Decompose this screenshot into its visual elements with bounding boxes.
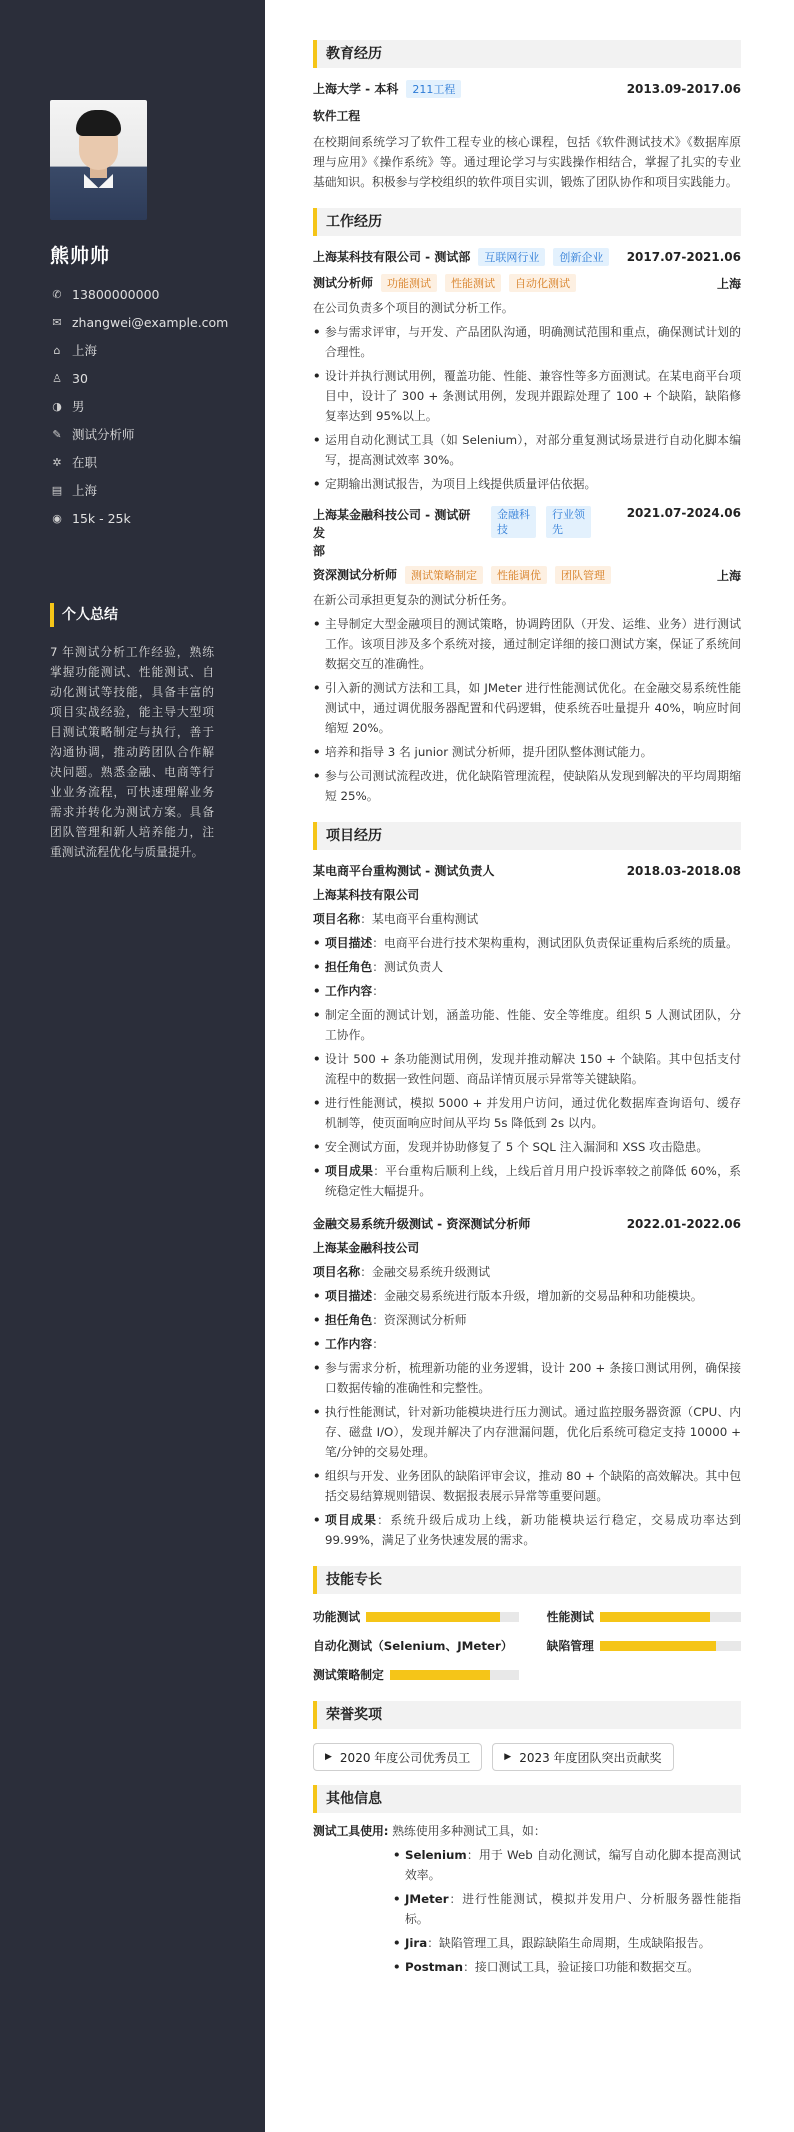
main-content — [313, 40, 741, 1977]
list-item: • 担任角色：资深测试分析师 — [313, 1310, 741, 1330]
work-section-title: 工作经历 — [313, 208, 741, 236]
project-period: 2022.01-2022.06 — [626, 1216, 741, 1231]
info-phone — [50, 280, 228, 308]
list-item: • 工作内容： — [313, 1334, 741, 1354]
job-points — [313, 322, 741, 494]
tool-desc: 接口测试工具，验证接口功能和数据交互。 — [474, 1960, 700, 1974]
gender-icon: ◑ — [52, 399, 62, 413]
project-heading: 某电商平台重构测试 - 测试负责人 — [313, 864, 495, 878]
project-company: 上海某科技有限公司 — [313, 888, 420, 902]
field-label: 项目名称 — [313, 1265, 361, 1279]
company-name-line: 上海某金融科技公司 - 测试研发 — [313, 508, 471, 540]
project-period: 2018.03-2018.08 — [626, 863, 741, 878]
list-item: • 项目成果：系统升级后成功上线，新功能模块运行稳定，交易成功率达到 99.99%，满足了业务快速发展的需求。 — [313, 1510, 741, 1550]
education-desc: 在校期间系统学习了软件工程专业的核心课程，包括《软件测试技术》《数据库原理与应用》《操作系统》等。通过理论学习与实践操作相结合，掌握了扎实的专业基础知识。积极参与学校组织的软件项目实训，锻炼了团队协作和项目实践能力。 — [313, 135, 741, 189]
list-item: • 参与需求分析，梳理新功能的业务逻辑，设计 200 + 条接口测试用例，确保接口数据传输的准确性和完整性。 — [313, 1358, 741, 1398]
award-text: 2020 年度公司优秀员工 — [339, 1750, 471, 1765]
list-item: • Selenium：用于 Web 自动化测试，编写自动化脚本提高测试效率。 — [393, 1845, 741, 1885]
list-item: • Jira：缺陷管理工具，跟踪缺陷生命周期，生成缺陷报告。 — [393, 1933, 741, 1953]
project-role: 测试负责人 — [384, 960, 444, 974]
job-role-row — [313, 566, 741, 584]
project-header — [313, 1215, 741, 1232]
info-status — [50, 448, 228, 476]
city-icon: ▤ — [51, 483, 63, 497]
field-label: 工作内容 — [325, 1337, 373, 1351]
info-city — [50, 476, 228, 504]
education-section-title: 教育经历 — [313, 40, 741, 68]
company-name: 上海某科技有限公司 - 测试部 — [313, 250, 471, 264]
list-item: • 安全测试方面，发现并协助修复了 5 个 SQL 注入漏洞和 XSS 攻击隐患。 — [313, 1137, 741, 1157]
list-item: • 主导制定大型金融项目的测试策略，协调跨团队（开发、运维、业务）进行测试工作。该项目涉及多个系统对接，通过制定详细的接口测试方案，保证了系统间数据交互的准确性。 — [313, 614, 741, 674]
school-name: 上海大学 - 本科 — [313, 82, 399, 96]
skill-bar — [600, 1612, 741, 1622]
avatar — [50, 100, 147, 220]
field-label: 项目名称 — [313, 912, 361, 926]
project-header — [313, 862, 741, 879]
info-email[interactable] — [50, 308, 228, 336]
company-type-tag: 创新企业 — [553, 248, 609, 266]
info-location — [50, 336, 228, 364]
job-role-row — [313, 274, 741, 292]
industry-tag — [491, 506, 536, 538]
job-role: 测试分析师 — [313, 276, 374, 290]
list-item: • 设计并执行测试用例，覆盖功能、性能、兼容性等多方面测试。在某电商平台项目中，设计了 300 + 条测试用例，发现并跟踪处理了 100 + 个缺陷，缺陷修复率达到 95%以上。 — [313, 366, 741, 426]
info-text: 30 — [72, 370, 88, 386]
job-period: 2017.07-2021.06 — [626, 250, 741, 264]
project-details — [313, 1286, 741, 1550]
mail-icon: ✉ — [52, 315, 62, 329]
skill-item — [313, 1608, 519, 1625]
list-item: • 参与公司测试流程改进，优化缺陷管理流程，使缺陷从发现到解决的平均周期缩短 25%。 — [313, 766, 741, 806]
job-header — [313, 506, 741, 560]
project-name: 金融交易系统升级测试 — [372, 1265, 490, 1279]
tag-line: 技 — [497, 523, 508, 536]
role-tag: 性能测试 — [445, 274, 501, 292]
list-item: • 项目描述：电商平台进行技术架构重构，测试团队负责保证重构后系统的质量。 — [313, 933, 741, 953]
other-section-title: 其他信息 — [313, 1785, 741, 1813]
contact-info-list — [50, 280, 228, 532]
candidate-name: 熊帅帅 — [50, 245, 111, 267]
tag-line: 行业领 — [552, 508, 585, 521]
honors-section-title: 荣誉奖项 — [313, 1701, 741, 1729]
info-salary — [50, 504, 228, 532]
field-label: 担任角色 — [325, 1313, 373, 1327]
skill-bar — [390, 1670, 519, 1680]
phone-icon: ✆ — [52, 287, 62, 301]
field-label: 项目描述 — [325, 1289, 373, 1303]
project-desc: 电商平台进行技术架构重构，测试团队负责保证重构后系统的质量。 — [384, 936, 738, 950]
list-item: • 担任角色：测试负责人 — [313, 957, 741, 977]
salary-icon: ◉ — [52, 511, 62, 525]
list-item: • 制定全面的测试计划，涵盖功能、性能、安全等维度。组织 5 人测试团队，分工协作。 — [313, 1005, 741, 1045]
school-tag: 211工程 — [406, 80, 461, 98]
skill-bar-fill — [366, 1612, 500, 1622]
skills-section-title: 技能专长 — [313, 1566, 741, 1594]
tools-intro: 熟练使用多种测试工具，如： — [392, 1824, 546, 1838]
project-role: 资深测试分析师 — [384, 1313, 467, 1327]
age-icon: ♙ — [52, 371, 62, 385]
list-item: • 项目成果：平台重构后顺利上线，上线后首月用户投诉率较之前降低 60%，系统稳定性大幅提升。 — [313, 1161, 741, 1201]
info-text: 上海 — [72, 343, 98, 358]
project-result: 平台重构后顺利上线，上线后首月用户投诉率较之前降低 60%，系统稳定性大幅提升。 — [325, 1164, 741, 1198]
skill-item — [313, 1637, 519, 1654]
company-type-tag — [546, 506, 591, 538]
tools-intro-line — [313, 1821, 741, 1841]
tool-desc: 进行性能测试，模拟并发用户、分析服务器性能指标。 — [405, 1892, 741, 1926]
list-item: • 组织与开发、业务团队的缺陷评审会议，推动 80 + 个缺陷的高效解决。其中包括交易结算规则错误、数据报表展示异常等重要问题。 — [313, 1466, 741, 1506]
industry-tag: 互联网行业 — [478, 248, 545, 266]
status-icon: ✲ — [52, 455, 62, 469]
job-period: 2021.07-2024.06 — [626, 506, 741, 520]
skill-bar-fill — [390, 1670, 490, 1680]
role-tag: 功能测试 — [381, 274, 437, 292]
info-text: 男 — [72, 399, 85, 414]
awards-list — [313, 1743, 741, 1771]
education-period: 2013.09-2017.06 — [626, 82, 741, 96]
skill-bar — [600, 1641, 741, 1651]
award-text: 2023 年度团队突出贡献奖 — [519, 1750, 662, 1765]
info-text: 测试分析师 — [72, 427, 135, 442]
project-name-line: 项目名称：金融交易系统升级测试 — [313, 1265, 490, 1279]
skill-bar-fill — [600, 1612, 710, 1622]
project-desc: 金融交易系统进行版本升级，增加新的交易品种和功能模块。 — [384, 1289, 703, 1303]
company-name — [313, 506, 481, 560]
job-city: 上海 — [716, 568, 741, 583]
list-item: • Postman：接口测试工具，验证接口功能和数据交互。 — [393, 1957, 741, 1977]
tool-name: JMeter — [405, 1892, 449, 1906]
tool-desc: 用于 Web 自动化测试，编写自动化脚本提高测试效率。 — [405, 1848, 741, 1882]
project-name: 某电商平台重构测试 — [372, 912, 479, 926]
info-text: 上海 — [72, 483, 98, 498]
list-item: • 执行性能测试，针对新功能模块进行压力测试。通过监控服务器资源（CPU、内存、磁盘 I/O），发现并解决了内存泄漏问题，优化后系统可稳定支持 10000 + 笔/分钟的交易处理。 — [313, 1402, 741, 1462]
skill-name: 缺陷管理 — [546, 1639, 594, 1653]
job-points — [313, 614, 741, 806]
play-icon: ▶ — [325, 1752, 332, 1762]
skill-item — [313, 1666, 519, 1683]
education-row — [313, 80, 741, 98]
job-role: 资深测试分析师 — [313, 568, 398, 582]
skill-name: 功能测试 — [313, 1610, 361, 1624]
job-city: 上海 — [716, 276, 741, 291]
list-item: • 工作内容： — [313, 981, 741, 1001]
major: 软件工程 — [313, 109, 361, 123]
summary-text: 7 年测试分析工作经验，熟练掌握功能测试、性能测试、自动化测试等技能，具备丰富的项目实战经验，能主导大型项目测试策略制定与执行，善于沟通协调，推动跨团队合作解决问题。熟悉金融、电商等行业业务流程，可快速理解业务需求并转化为测试方案。具备团队管理和新人培养能力，注重测试流程优化与质量提升。 — [50, 645, 214, 859]
job-icon: ✎ — [52, 427, 62, 441]
projects-section-title: 项目经历 — [313, 822, 741, 850]
field-label: 项目描述 — [325, 936, 373, 950]
skill-name: 性能测试 — [546, 1610, 594, 1624]
tag-line: 金融科 — [497, 508, 530, 521]
tool-desc: 缺陷管理工具，跟踪缺陷生命周期，生成缺陷报告。 — [439, 1936, 711, 1950]
tool-name: Jira — [405, 1936, 428, 1950]
skill-bar-fill — [600, 1641, 716, 1651]
project-heading: 金融交易系统升级测试 - 资深测试分析师 — [313, 1217, 531, 1231]
list-item: • 进行性能测试，模拟 5000 + 并发用户访问，通过优化数据库查询语句、缓存机制等，使页面响应时间从平均 5s 降低到 2s 以内。 — [313, 1093, 741, 1133]
sidebar — [0, 0, 265, 2132]
skill-item — [547, 1637, 741, 1654]
tool-name: Selenium — [405, 1848, 467, 1862]
list-item: • 引入新的测试方法和工具，如 JMeter 进行性能测试优化。在金融交易系统性能测试中，通过调优服务器配置和代码逻辑，使系统吞吐量提升 40%，响应时间缩短 20%。 — [313, 678, 741, 738]
project-details — [313, 933, 741, 1201]
list-item: • 培养和指导 3 名 junior 测试分析师，提升团队整体测试能力。 — [313, 742, 741, 762]
list-item: • 运用自动化测试工具（如 Selenium），对部分重复测试场景进行自动化脚本编写，提高测试效率 30%。 — [313, 430, 741, 470]
job-header — [313, 248, 741, 266]
project-result: 系统升级后成功上线，新功能模块运行稳定，交易成功率达到 99.99%，满足了业务快速发展的需求。 — [325, 1513, 741, 1547]
field-label: 工作内容 — [325, 984, 373, 998]
award-item — [492, 1743, 673, 1771]
field-label: 项目成果 — [325, 1513, 378, 1527]
field-label: 项目成果 — [325, 1164, 374, 1178]
project-name-line: 项目名称：某电商平台重构测试 — [313, 912, 479, 926]
list-item: • 设计 500 + 条功能测试用例，发现并推动解决 150 + 个缺陷。其中包括支付流程中的数据一致性问题、商品详情页展示异常等关键缺陷。 — [313, 1049, 741, 1089]
job-intro: 在公司负责多个项目的测试分析工作。 — [313, 301, 514, 315]
info-age — [50, 364, 228, 392]
tag-line: 先 — [552, 523, 563, 536]
info-text: 在职 — [72, 455, 98, 470]
tools-list — [393, 1845, 741, 1977]
skill-item — [547, 1608, 741, 1625]
skills-grid — [313, 1608, 741, 1683]
summary-title: 个人总结 — [50, 603, 118, 627]
info-text: 15k - 25k — [72, 510, 131, 526]
info-job — [50, 420, 228, 448]
role-tag: 自动化测试 — [509, 274, 576, 292]
tool-name: Postman — [405, 1960, 464, 1974]
company-name-line: 部 — [313, 544, 326, 558]
role-tag: 团队管理 — [555, 566, 611, 584]
award-item — [313, 1743, 482, 1771]
info-text: 13800000000 — [72, 286, 160, 302]
play-icon: ▶ — [504, 1752, 512, 1762]
home-icon: ⌂ — [53, 343, 61, 357]
role-tag: 测试策略制定 — [405, 566, 483, 584]
field-label: 测试工具使用: — [313, 1824, 389, 1838]
skill-name: 测试策略制定 — [313, 1668, 384, 1682]
field-label: 担任角色 — [325, 960, 373, 974]
info-gender — [50, 392, 228, 420]
list-item: • 项目描述：金融交易系统进行版本升级，增加新的交易品种和功能模块。 — [313, 1286, 741, 1306]
list-item: • JMeter：进行性能测试，模拟并发用户、分析服务器性能指标。 — [393, 1889, 741, 1929]
list-item: • 定期输出测试报告，为项目上线提供质量评估依据。 — [313, 474, 741, 494]
project-company: 上海某金融科技公司 — [313, 1241, 420, 1255]
list-item: • 参与需求评审，与开发、产品团队沟通，明确测试范围和重点，确保测试计划的合理性。 — [313, 322, 741, 362]
skill-name: 自动化测试（Selenium、JMeter） — [313, 1639, 513, 1653]
role-tag: 性能调优 — [491, 566, 547, 584]
skill-bar — [366, 1612, 518, 1622]
job-intro: 在新公司承担更复杂的测试分析任务。 — [313, 593, 514, 607]
info-text: zhangwei@example.com — [72, 314, 229, 330]
